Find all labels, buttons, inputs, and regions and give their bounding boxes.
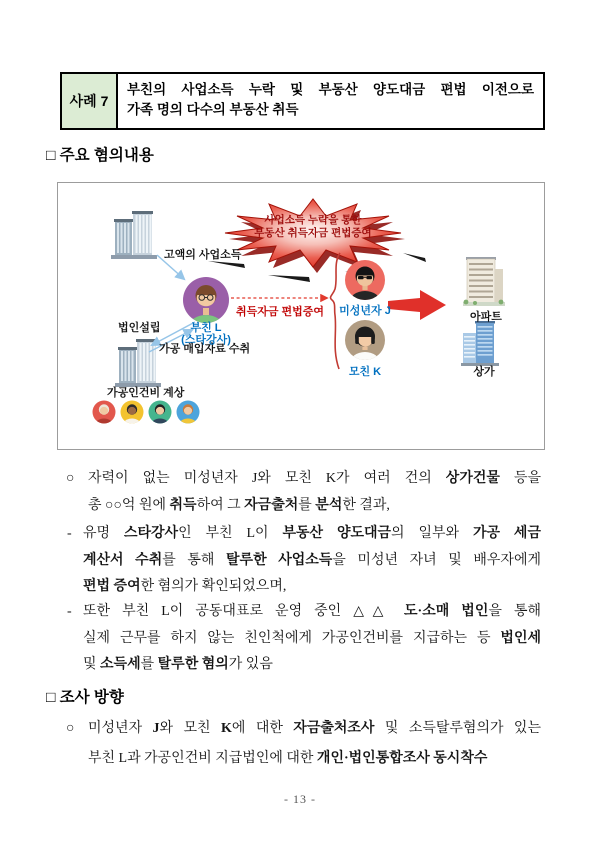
text-line: 부친 L과 가공인건비 지급법인에 대한 개인·법인통합조사 동시착수 [88,751,488,766]
fake-corp-building-icon [115,339,161,387]
apartment-label: 아파트 [470,311,502,323]
office-building-icon [111,211,157,259]
text-line: 및 소득세를 탈루한 혐의가 있음 [83,657,273,673]
text-line: 자력이 없는 미성년자 J와 모친 K가 여러 건의 상가건물 등을 [88,471,541,486]
gift-arrow-label: 취득자금 편법증여 [235,306,325,318]
starburst-shape [208,199,426,282]
bullet-marker: ○ [66,471,75,486]
worker-avatars-icon [93,401,200,432]
minor-label: 미성년자 J [339,305,391,317]
text-line: 실제 근무를 하지 않는 친인척에게 가공인건비를 지급하는 등 법인세 [83,630,541,646]
corp-setup-label: 법인설립 [118,322,161,334]
high-income-label: 고액의 사업소득 [164,249,242,261]
investigation-heading: □ 조사 방향 [46,689,124,706]
fake-labor-label: 가공인건비 계상 [107,387,185,399]
text-line: 편법 증여한 혐의가 확인되었으며, [83,579,287,595]
mother-label: 모친 K [348,366,382,378]
case-diagram [57,182,545,450]
burst-text-line1: 사업소득 누락을 통한 [264,214,362,226]
text-line: 미성년자 J와 모친 K에 대한 자금출처조사 및 소득탈루혐의가 있는 [88,721,541,736]
text-line: 계산서 수취를 통해 탈루한 사업소득을 미성년 자녀 및 배우자에게 [83,552,541,568]
burst-text-line2: 부동산 취득자금 편법증여 [254,227,372,239]
investigation-bullet-1 [66,714,541,774]
page-number: - 13 - [284,792,316,806]
case-number-cell: 사례 7 [62,74,118,128]
case-title-line2: 가족 명의 다수의 부동산 취득 [127,102,299,117]
text-line: 유명 스타강사인 부친 L이 부동산 양도대금의 일부와 가공 세금 [83,526,541,541]
bullet-marker: - [67,526,72,541]
mall-building-icon [461,321,499,366]
suspicion-heading: □ 주요 혐의내용 [46,147,154,164]
case-header-box [60,72,545,130]
fake-purchase-label: 가공 매입자료 수취 [159,343,251,355]
father-role: (스타강사) [181,334,231,346]
father-name: 부친 L [190,322,222,334]
suspicion-bullet-2 [66,521,541,601]
bullet-marker: - [67,604,72,619]
suspicion-bullet-1 [66,466,541,519]
suspicion-bullet-3 [66,599,541,679]
case-title-line1: 부친의 사업소득 누락 및 부동산 양도대금 편법 이전으로 [127,82,534,97]
bullet-marker: ○ [66,721,75,736]
text-line: 총 ○○억 원에 취득하여 그 자금출처를 분석한 결과, [88,497,390,513]
case-title-cell [118,74,543,128]
apartment-icon [463,257,505,306]
father-label [176,322,236,346]
text-line: 또한 부친 L이 공동대표로 운영 중인 △△ 도·소매 법인을 통해 [83,604,541,619]
mall-label: 상가 [473,366,495,378]
